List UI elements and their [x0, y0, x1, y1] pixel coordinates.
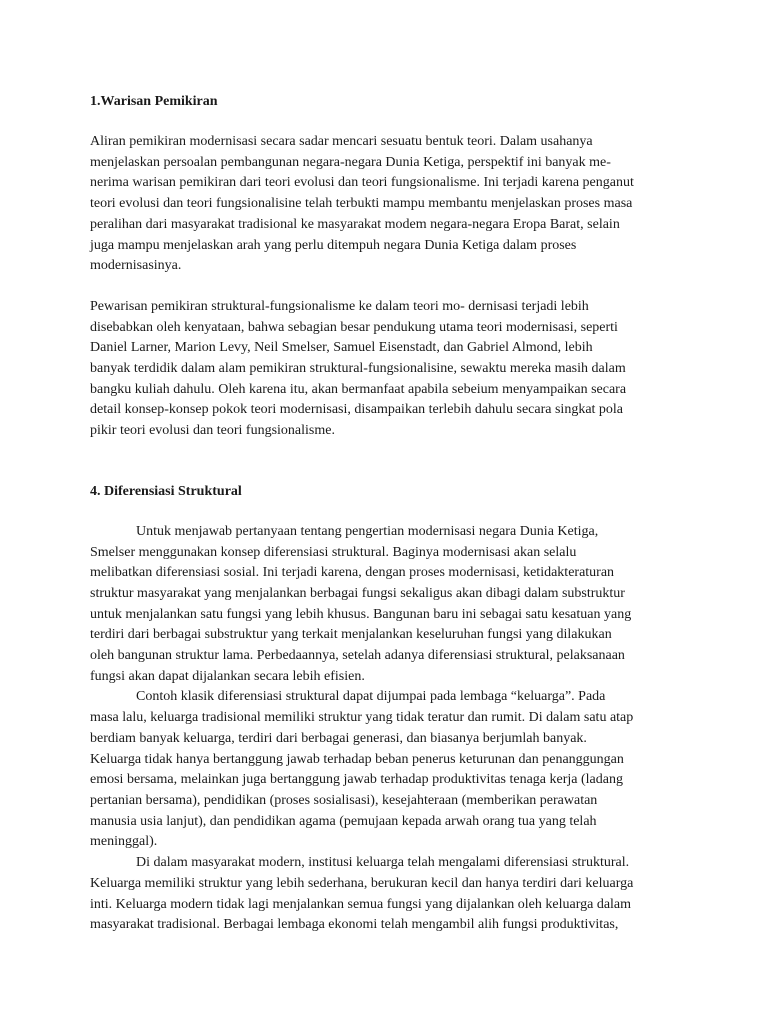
paragraph-pewarisan-pemikiran: [90, 297, 682, 442]
section-heading-warisan-pemikiran: 1.Warisan Pemikiran: [90, 94, 218, 109]
text-line: Keluarga tidak hanya bertanggung jawab terhadap beban penerus keturunan dan penanggungan: [90, 751, 624, 767]
text-line: menjelaskan persoalan pembangunan negara-negara Dunia Ketiga, perspektif ini banyak me-: [90, 154, 611, 170]
text-line: teori evolusi dan teori fungsionalisine telah terbukti mampu membantu menjelaskan proses masa: [90, 196, 633, 212]
text-line: detail konsep-konsep pokok teori modernisasi, disampaikan terlebih dahulu secara singkat pola: [90, 402, 624, 418]
paragraph-untuk-menjawab: [90, 522, 682, 688]
text-line: banyak terdidik dalam alam pemikiran struktural-fungsionalisine, sewaktu mereka masih dalam: [90, 361, 626, 377]
text-line: pertanian bersama), pendidikan (proses sosialisasi), kesejahteraan (memberikan perawatan: [90, 792, 598, 808]
paragraph-spacer: [90, 277, 682, 297]
text-line: melibatkan diferensiasi sosial. Ini terjadi karena, dengan proses modernisasi, ketidakteraturan: [90, 565, 615, 581]
text-line: Di dalam masyarakat modern, institusi keluarga telah mengalami diferensiasi struktural.: [136, 855, 630, 871]
text-line: untuk menjalankan satu fungsi yang lebih khusus. Bangunan baru ini sebagai satu kesatuan yang: [90, 606, 632, 622]
text-line: peralihan dari masyarakat tradisional ke masyarakat modem negara-negara Eropa Barat, selain: [90, 216, 620, 232]
paragraph-aliran-pemikiran: [90, 132, 682, 277]
text-line: emosi bersama, melainkan juga bertanggung jawab terhadap produktivitas tenaga kerja (ladang: [90, 772, 623, 788]
text-line: disebabkan oleh kenyataan, bahwa sebagian besar pendukung utama teori modernisasi, seperti: [90, 319, 618, 335]
text-line: berdiam banyak keluarga, terdiri dari berbagai generasi, dan biasanya berjumlah banyak.: [90, 730, 587, 746]
text-line: masyarakat tradisional. Berbagai lembaga ekonomi telah mengambil alih fungsi produktivitas,: [90, 917, 619, 933]
text-line: struktur masyarakat yang menjalankan berbagai fungsi sekaligus akan dibagi dalam substruktur: [90, 585, 625, 601]
text-line: oleh bangunan struktur lama. Perbedaannya, setelah adanya diferensiasi struktural, pelaksanaan: [90, 648, 625, 664]
text-line: manusia usia lanjut), dan pendidikan agama (pemujaan kepada arwah orang tua yang telah: [90, 813, 597, 829]
text-line: Smelser menggunakan konsep diferensiasi struktural. Baginya modernisasi akan selalu: [90, 544, 577, 560]
text-line: modernisasinya.: [90, 258, 182, 274]
text-line: Contoh klasik diferensiasi struktural dapat dijumpai pada lembaga “keluarga”. Pada: [136, 689, 606, 705]
text-line: Keluarga memiliki struktur yang lebih sederhana, berukuran kecil dan hanya terdiri dari keluarga: [90, 875, 634, 891]
text-line: fungsi akan dapat dijalankan secara lebih efisien.: [90, 668, 365, 684]
text-line: pikir teori evolusi dan teori fungsionalisme.: [90, 423, 335, 439]
text-line: Daniel Larner, Marion Levy, Neil Smelser, Samuel Eisenstadt, dan Gabriel Almond, lebih: [90, 340, 593, 356]
text-line: bangku kuliah dahulu. Oleh karena itu, akan bermanfaat apabila sebeium menyampaikan secara: [90, 381, 627, 397]
text-line: meninggal).: [90, 834, 158, 850]
text-line: nerima warisan pemikiran dari teori evolusi dan teori fungsionalisme. Ini terjadi karena penganut: [90, 175, 634, 191]
text-line: terdiri dari berbagai substruktur yang terkait menjalankan keseluruhan fungsi yang dilakukan: [90, 627, 612, 643]
paragraph-contoh-klasik: [90, 687, 682, 853]
text-line: Aliran pemikiran modernisasi secara sadar mencari sesuatu bentuk teori. Dalam usahanya: [90, 134, 593, 149]
text-line: Untuk menjawab pertanyaan tentang pengertian modernisasi negara Dunia Ketiga,: [136, 523, 599, 539]
section-heading-diferensiasi-struktural: 4. Diferensiasi Struktural: [90, 483, 242, 499]
document-content: [90, 92, 682, 936]
text-line: masa lalu, keluarga tradisional memiliki struktur yang tidak teratur dan rumit. Di dalam satu atap: [90, 710, 634, 726]
text-line: inti. Keluarga modern tidak lagi menjalankan semua fungsi yang dijalankan oleh keluarga dalam: [90, 896, 632, 912]
paragraph-masyarakat-modern: [90, 853, 682, 936]
section-spacer: [90, 442, 682, 482]
text-line: Pewarisan pemikiran struktural-fungsionalisme ke dalam teori mo- dernisasi terjadi lebih: [90, 298, 589, 314]
text-line: juga mampu menjelaskan arah yang perlu ditempuh negara Dunia Ketiga dalam proses: [90, 237, 577, 253]
